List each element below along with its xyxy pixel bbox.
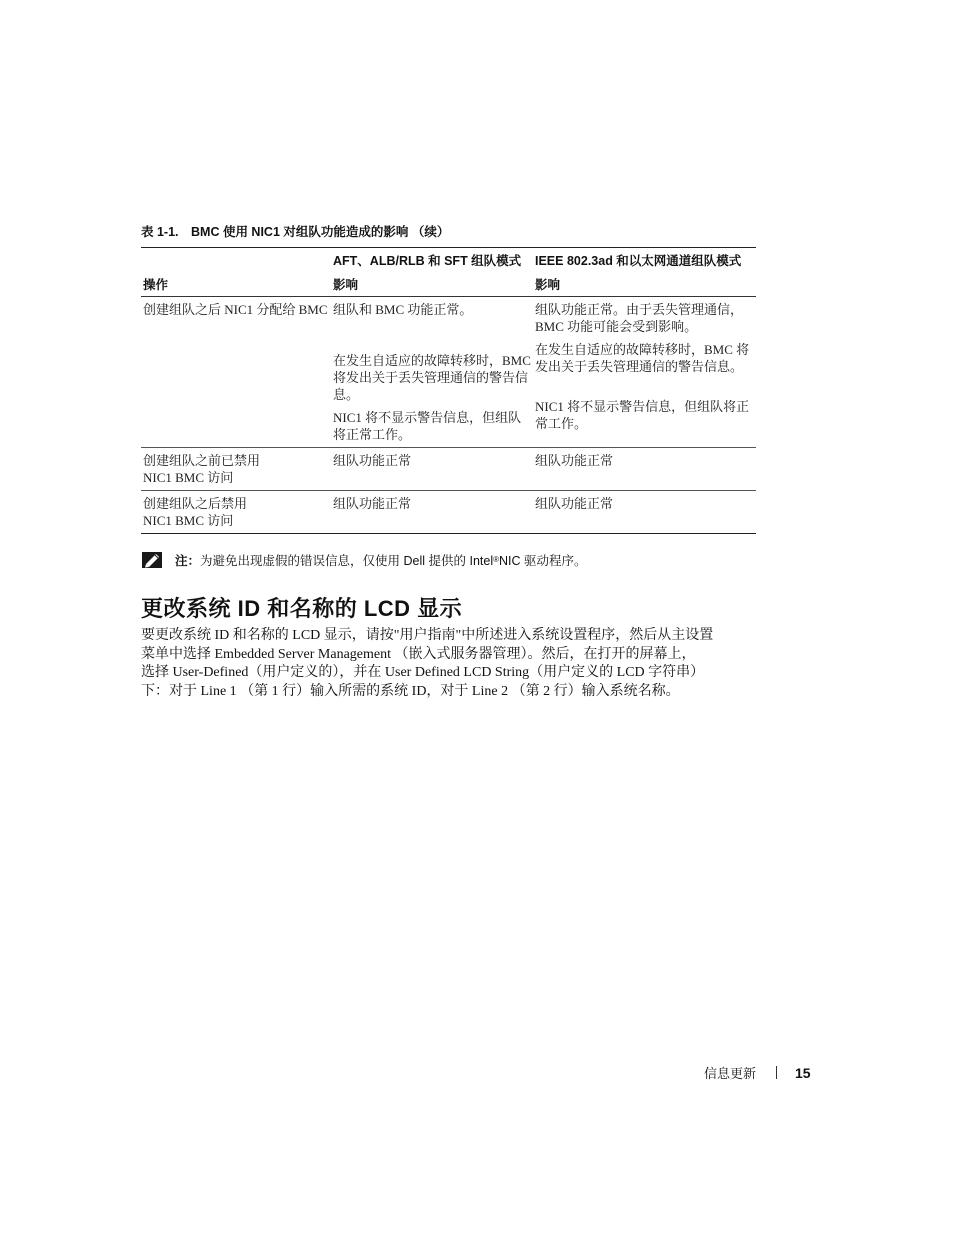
pencil-note-icon — [141, 551, 163, 569]
page-number: 15 — [795, 1064, 811, 1081]
table-header-row-2 — [141, 272, 756, 297]
impact-cell-aft: 组队功能正常 — [331, 491, 533, 534]
impact-cell-aft: 组队功能正常 — [331, 448, 533, 491]
operation-text: 创建组队之前已禁用 — [143, 453, 261, 468]
impact-text: 在发生自适应的故障转移时，BMC 将发出关于丢失管理通信的警告信息。 — [535, 342, 750, 374]
header-operation: 操作 — [143, 278, 169, 292]
header-ieee-8023ad: IEEE 802.3ad 和以太网通道组队模式 — [535, 254, 742, 268]
impact-text: NIC1 将不显示警告信息，但组队将正常工作。 — [333, 410, 522, 442]
section-heading: 更改系统 ID 和名称的 LCD 显示 — [141, 596, 463, 621]
body-paragraph — [141, 627, 761, 701]
header-impact-2: 影响 — [535, 278, 561, 292]
note-block: 注： 为避免出现虚假的错误信息，仅使用 Dell 提供的 Intel ® NIC 驱动程序。 — [141, 551, 587, 569]
operation-text: NIC1 BMC 访问 — [143, 470, 234, 485]
impact-cell-ieee: 组队功能正常 — [533, 448, 756, 491]
operation-text: 创建组队之后 NIC1 分配给 BMC — [143, 302, 328, 317]
impact-text: NIC1 将不显示警告信息，但组队将正常工作。 — [535, 399, 750, 431]
paragraph-line: 下：对于 Line 1 （第 1 行）输入所需的系统 ID，对于 Line 2 （第 2 行）输入系统名称。 — [141, 683, 680, 699]
header-impact-1: 影响 — [333, 278, 359, 292]
impact-cell-aft — [331, 297, 533, 448]
page-footer — [704, 1063, 811, 1082]
impact-cell-ieee — [533, 297, 756, 448]
table-row — [141, 448, 756, 491]
table-row — [141, 297, 756, 448]
table-row — [141, 491, 756, 534]
footer-section-title: 信息更新 — [704, 1066, 757, 1081]
table-caption: 表 1-1. BMC 使用 NIC1 对组队功能造成的影响 （续） — [141, 225, 450, 239]
header-cell-empty — [141, 248, 331, 273]
impact-cell-ieee: 组队功能正常 — [533, 491, 756, 534]
paragraph-line: 选择 User-Defined（用户定义的），并在 User Defined LCD String（用户定义的 LCD 字符串） — [141, 665, 705, 680]
note-text: 为避免出现虚假的错误信息，仅使用 Dell 提供的 Intel — [200, 554, 494, 568]
note-text-end: NIC 驱动程序。 — [499, 554, 587, 568]
teaming-impact-table — [141, 247, 756, 534]
table-header-row-1 — [141, 248, 756, 273]
operation-text: 创建组队之后禁用 — [143, 496, 248, 511]
note-label: 注： — [175, 554, 201, 568]
impact-text: 组队和 BMC 功能正常。 — [333, 302, 473, 317]
operation-cell — [141, 297, 331, 448]
impact-text: 组队功能正常。由于丢失管理通信，BMC 功能可能会受到影响。 — [535, 302, 744, 334]
operation-cell — [141, 448, 331, 491]
footer-divider — [776, 1066, 777, 1079]
paragraph-line: 要更改系统 ID 和名称的 LCD 显示，请按"用户指南"中所述进入系统设置程序，然后从主设置 — [141, 628, 714, 643]
operation-text: NIC1 BMC 访问 — [143, 513, 234, 528]
paragraph-line: 菜单中选择 Embedded Server Management （嵌入式服务器管理）。然后，在打开的屏幕上， — [141, 646, 696, 662]
header-aft-alb-sft: AFT、ALB/RLB 和 SFT 组队模式 — [333, 254, 522, 268]
operation-cell — [141, 491, 331, 534]
impact-text: 在发生自适应的故障转移时，BMC 将发出关于丢失管理通信的警告信息。 — [333, 353, 531, 402]
